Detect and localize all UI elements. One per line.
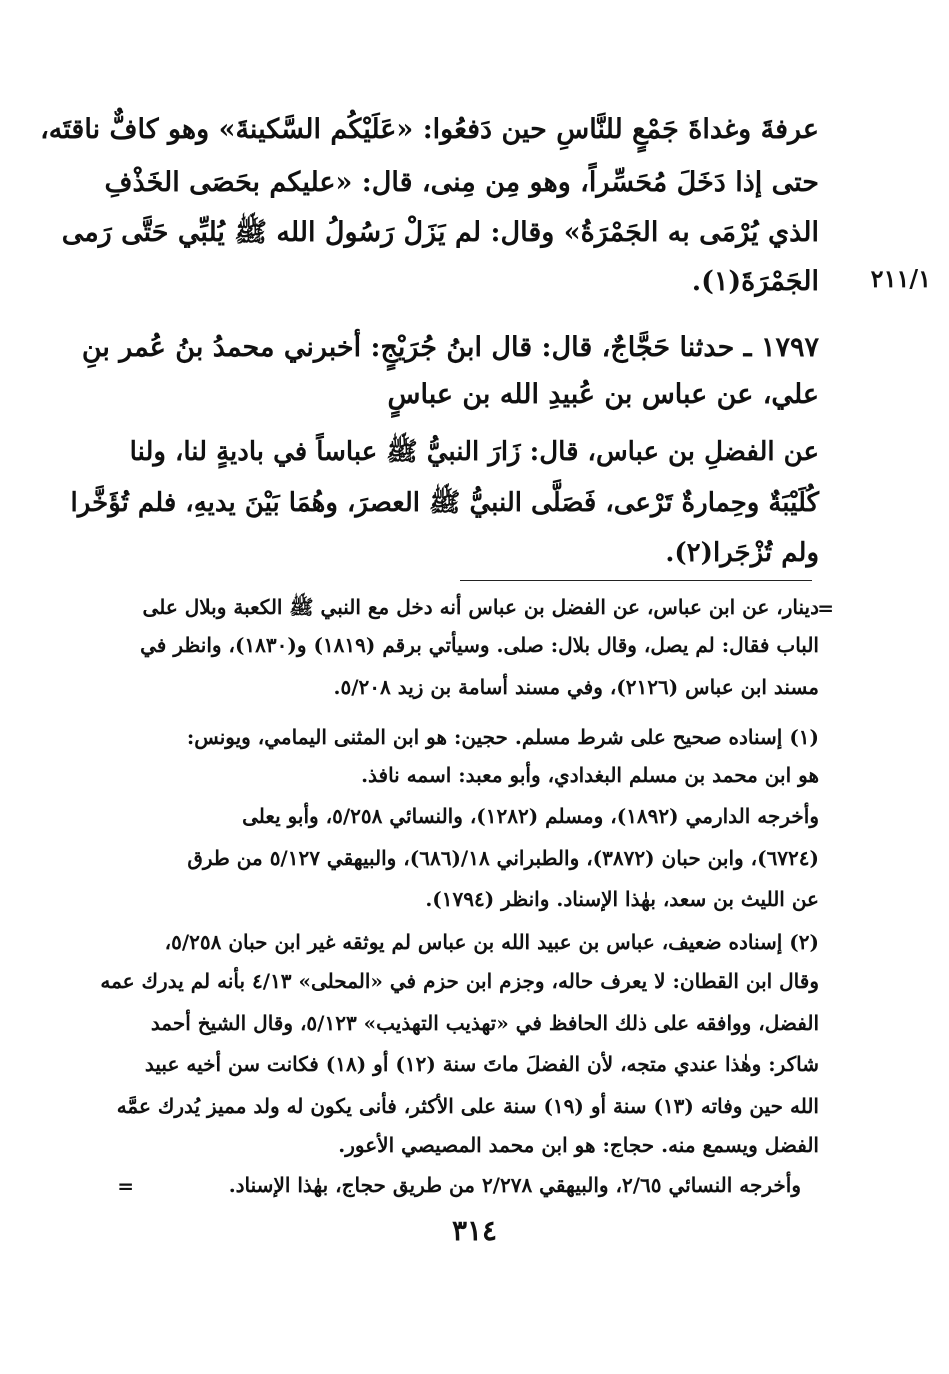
footnote-line: مسند ابن عباس (٢١٢٦)، وفي مسند أسامة بن زيد ٥/٢٠٨. bbox=[333, 675, 819, 699]
footnote-1-line: هو ابن محمد بن مسلم البغدادي، وأبو معبد: اسمه نافذ. bbox=[361, 763, 819, 787]
isnad-line: ١٧٩٧ ـ حدثنا حَجَّاجٌ، قال: قال ابنُ جُرَيْجٍ: أخبرني محمدُ بنُ عُمر بنِ bbox=[81, 332, 819, 363]
footnote-line: الباب فقال: لم يصل، وقال بلال: صلى. وسيأتي برقم (١٨١٩) و(١٨٣٠)، وانظر في bbox=[140, 633, 819, 657]
hadith-line: كُلَيْبَةٌ وحِمارةٌ تَرْعى، فَصَلَّى النبيُّ ﷺ العصرَ، وهُمَا بَيْنَ يديهِ، فلم تُؤَخَّرا bbox=[70, 488, 819, 518]
footnote-1-line: وأخرجه الدارمي (١٨٩٢)، ومسلم (١٢٨٢)، والنسائي ٥/٢٥٨، وأبو يعلى bbox=[242, 804, 819, 828]
footnote-2-line: الفضل، ووافقه على ذلك الحافظ في «تهذيب التهذيب» ٥/١٢٣، وقال الشيخ أحمد bbox=[150, 1011, 819, 1035]
footnote-1-line: عن الليث بن سعد، بهٰذا الإسناد. وانظر (١٧٩٤). bbox=[425, 887, 819, 911]
page-number: ٣١٤ bbox=[451, 1214, 498, 1247]
isnad-line: علي، عن عباس بن عُبيدِ الله بن عباسٍ bbox=[387, 379, 819, 410]
footnote-2-line: الله حين وفاته (١٣) سنة أو (١٩) سنة على الأكثر، فأنى يكون له ولد مميز يُدرك عمَّه bbox=[116, 1094, 819, 1118]
main-text-line: عرفةَ وغداةَ جَمْعٍ للنَّاسِ حين دَفعُوا: «عَلَيْكُم السَّكينةَ» وهو كافٌّ ناقتَه، bbox=[40, 114, 819, 145]
main-text-line: الجَمْرَةَ(١). bbox=[691, 266, 819, 297]
footnote-line: دينار، عن ابن عباس، عن الفضل بن عباس أنه دخل مع النبي ﷺ الكعبة وبلال على bbox=[142, 595, 819, 619]
footnote-separator bbox=[460, 580, 812, 581]
main-text-line: حتى إذا دَخَلَ مُحَسِّراً، وهو مِن مِنى، قال: «عليكم بحَصَى الخَذْفِ bbox=[104, 167, 819, 198]
hadith-line: عن الفضلِ بن عباس، قال: زَارَ النبيُّ ﷺ عباساً في باديةٍ لنا، ولنا bbox=[129, 437, 819, 467]
footnote-2-line: الفضل ويسمع منه. حجاج: هو ابن محمد المصيصي الأعور. bbox=[338, 1133, 819, 1157]
footnote-1-line: (٦٧٢٤)، وابن حبان (٣٨٧٢)، والطبراني ١٨/(٦٨٦)، والبيهقي ٥/١٢٧ من طرق bbox=[187, 846, 819, 870]
main-text-line: الذي يُرْمَى به الجَمْرَةُ» وقال: لم يَزَلْ رَسُولُ الله ﷺ يُلبِّي حَتَّى رَمى bbox=[61, 217, 819, 248]
continuation-marker: = bbox=[117, 1174, 134, 1198]
margin-volume-page-reference: ٢١١/١ bbox=[870, 264, 931, 293]
footnote-1-line: (١) إسناده صحيح على شرط مسلم. حجين: هو ابن المثنى اليمامي، ويونس: bbox=[186, 725, 819, 749]
footnote-2-line: شاكر: وهٰذا عندي متجه، لأن الفضلَ ماتَ سنة (١٢) أو (١٨) فكانت سن أخيه عبيد bbox=[144, 1052, 819, 1076]
footnote-2-line: وأخرجه النسائي ٢/٦٥، والبيهقي ٢/٢٧٨ من طريق حجاج، بهٰذا الإسناد. bbox=[228, 1173, 801, 1197]
footnote-2-line: (٢) إسناده ضعيف، عباس بن عبيد الله بن عباس لم يوثقه غير ابن حبان ٥/٢٥٨، bbox=[164, 930, 819, 954]
continuation-marker: = bbox=[817, 596, 834, 620]
hadith-line: ولم تُزْجَرا(٢). bbox=[665, 538, 819, 568]
footnote-2-line: وقال ابن القطان: لا يعرف حاله، وجزم ابن حزم في «المحلى» ٤/١٣ بأنه لم يدرك عمه bbox=[100, 969, 819, 993]
